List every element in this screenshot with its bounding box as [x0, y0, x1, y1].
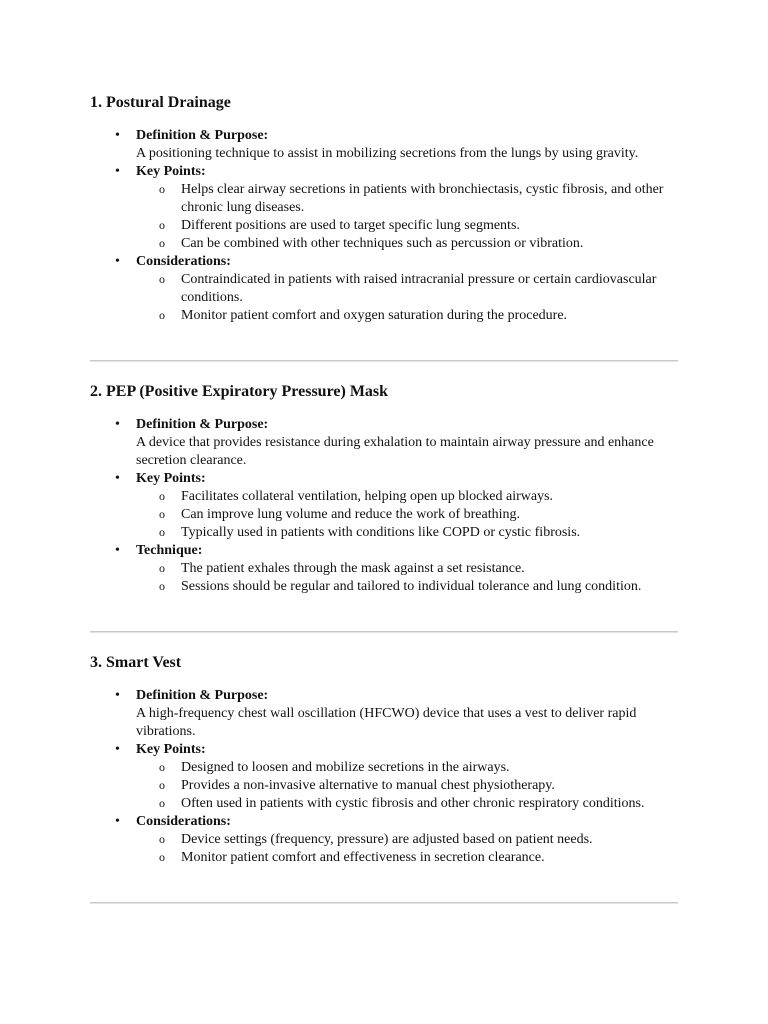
list-item-key-points — [90, 163, 680, 253]
item-text: A device that provides resistance during exhalation to maintain airway pressure and enhance secretion clearance. — [136, 435, 654, 468]
item-text: A high-frequency chest wall oscillation (HFCWO) device that uses a vest to deliver rapid vibrations. — [136, 706, 637, 739]
sub-list-item: o Helps clear airway secretions in patients with bronchiectasis, cystic fibrosis, and other chronic lung diseases. — [136, 181, 680, 217]
list-item-definition — [90, 687, 680, 741]
sub-list-item: o Monitor patient comfort and effectiveness in secretion clearance. — [136, 849, 680, 867]
section-list — [90, 416, 680, 596]
item-label: • Key Points: — [136, 471, 206, 486]
sub-list-item: o Often used in patients with cystic fibrosis and other chronic respiratory conditions. — [136, 795, 680, 813]
horizontal-divider — [90, 902, 678, 904]
sub-list-item: o Different positions are used to target specific lung segments. — [136, 217, 680, 235]
sub-list-item: o Sessions should be regular and tailored to individual tolerance and lung condition. — [136, 578, 680, 596]
item-text: A positioning technique to assist in mobilizing secretions from the lungs by using gravity. — [136, 146, 639, 161]
sub-list — [136, 181, 680, 253]
item-label: • Considerations: — [136, 254, 231, 269]
sub-list — [136, 560, 680, 596]
section-list — [90, 127, 680, 325]
sub-list-item: o Typically used in patients with conditions like COPD or cystic fibrosis. — [136, 524, 680, 542]
section-title: 1. Postural Drainage — [90, 94, 231, 111]
sub-list-item: o Provides a non-invasive alternative to manual chest physiotherapy. — [136, 777, 680, 795]
section-title: 3. Smart Vest — [90, 654, 182, 671]
sub-list-item: o Can be combined with other techniques such as percussion or vibration. — [136, 235, 680, 253]
list-item-definition — [90, 127, 680, 163]
item-label: • Technique: — [136, 543, 203, 558]
list-item-definition — [90, 416, 680, 470]
list-item-considerations — [90, 253, 680, 325]
item-label: • Definition & Purpose: — [136, 688, 269, 703]
sub-list — [136, 759, 680, 813]
sub-list — [136, 488, 680, 542]
section-smart-vest — [90, 652, 680, 867]
item-label: • Considerations: — [136, 814, 231, 829]
item-label: • Key Points: — [136, 742, 206, 757]
section-pep-mask — [90, 381, 680, 596]
sub-list-item: o The patient exhales through the mask against a set resistance. — [136, 560, 680, 578]
sub-list-item: o Facilitates collateral ventilation, helping open up blocked airways. — [136, 488, 680, 506]
sub-list-item: o Device settings (frequency, pressure) are adjusted based on patient needs. — [136, 831, 680, 849]
sub-list — [136, 271, 680, 325]
list-item-key-points — [90, 741, 680, 813]
horizontal-divider — [90, 631, 678, 633]
sub-list — [136, 831, 680, 867]
item-label: • Definition & Purpose: — [136, 417, 269, 432]
item-label: • Key Points: — [136, 164, 206, 179]
section-list — [90, 687, 680, 867]
sub-list-item: o Monitor patient comfort and oxygen saturation during the procedure. — [136, 307, 680, 325]
list-item-key-points — [90, 470, 680, 542]
horizontal-divider — [90, 360, 678, 362]
list-item-technique — [90, 542, 680, 596]
sub-list-item: o Can improve lung volume and reduce the work of breathing. — [136, 506, 680, 524]
item-label: • Definition & Purpose: — [136, 128, 269, 143]
section-postural-drainage — [90, 92, 680, 325]
sub-list-item: o Contraindicated in patients with raised intracranial pressure or certain cardiovascular conditions. — [136, 271, 680, 307]
list-item-considerations — [90, 813, 680, 867]
section-title: 2. PEP (Positive Expiratory Pressure) Mask — [90, 383, 389, 400]
sub-list-item: o Designed to loosen and mobilize secretions in the airways. — [136, 759, 680, 777]
